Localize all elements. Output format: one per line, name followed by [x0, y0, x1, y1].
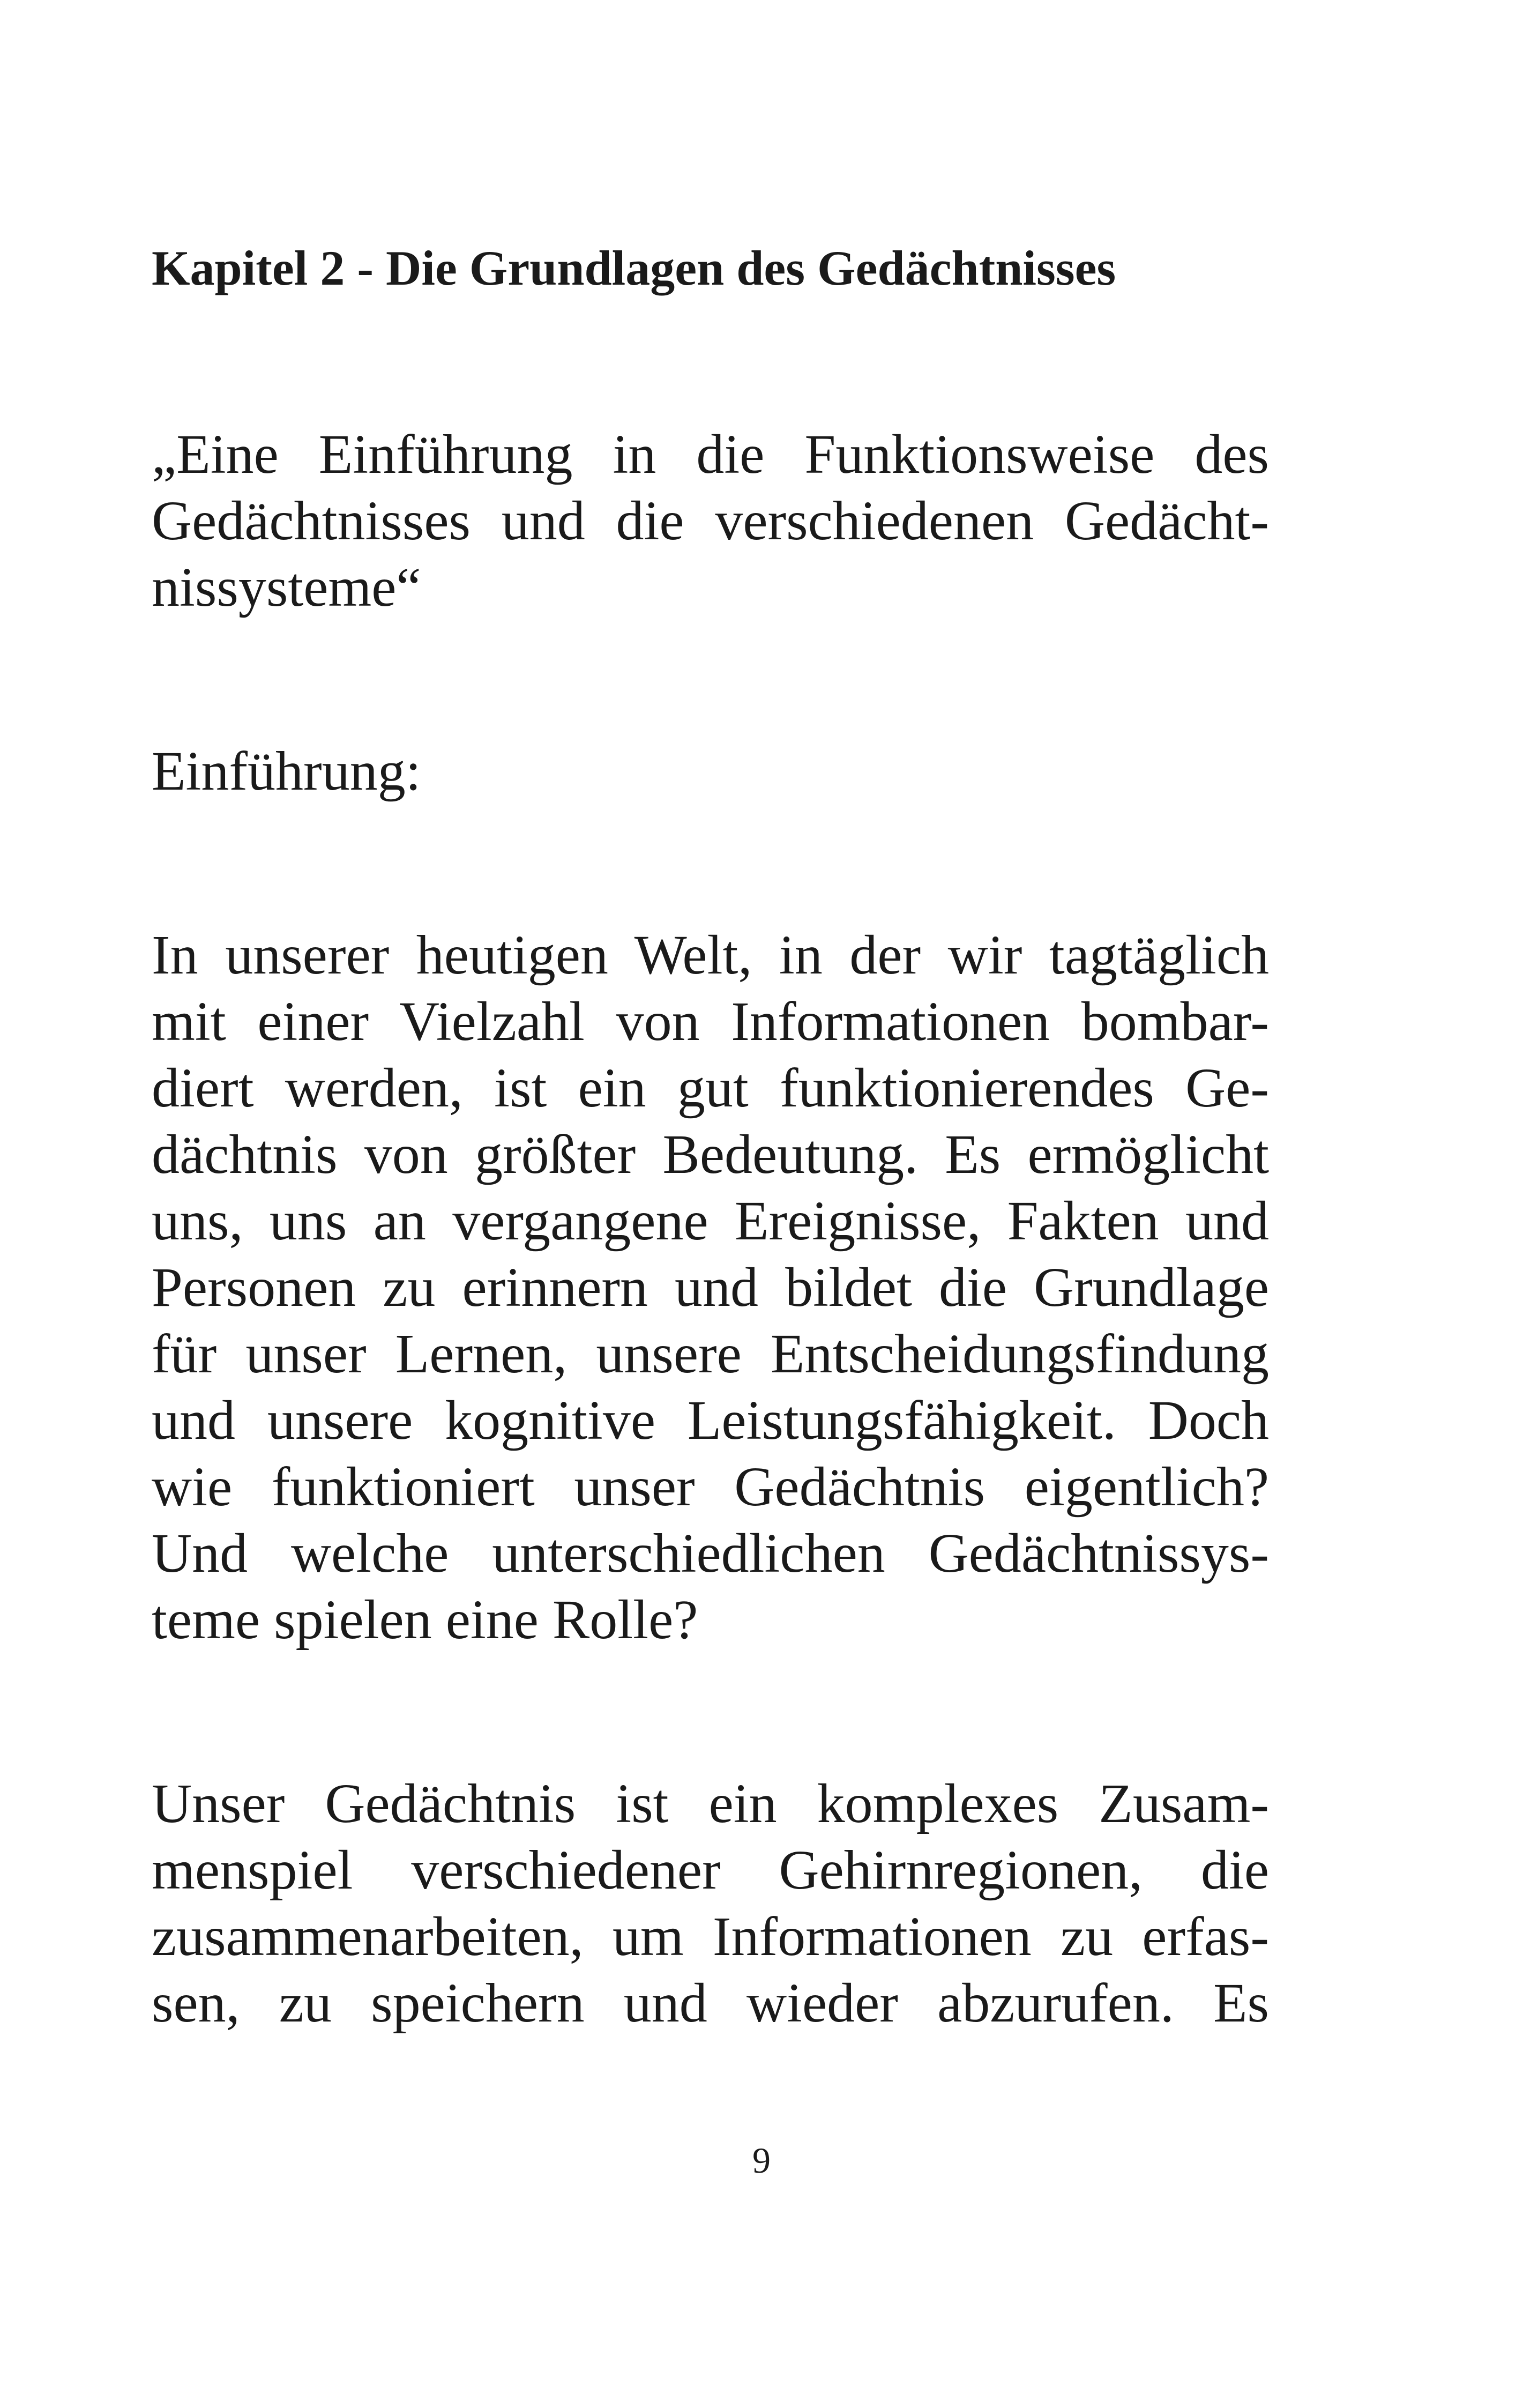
paragraph-line: wie funktioniert unser Gedächtnis eigentlich?: [152, 1456, 1269, 1518]
paragraph-line: dächtnis von größter Bedeutung. Es ermöglicht: [152, 1124, 1269, 1185]
page-number: 9: [752, 2140, 771, 2181]
paragraph-line: Und welche unterschiedlichen Gedächtnissys-: [152, 1522, 1269, 1584]
chapter-title: Kapitel 2 - Die Grundlagen des Gedächtnisses: [152, 241, 1116, 295]
paragraph-line: für unser Lernen, unsere Entscheidungsfindung: [152, 1323, 1269, 1385]
paragraph-line: menspiel verschiedener Gehirnregionen, die: [152, 1839, 1269, 1901]
paragraph-line: teme spielen eine Rolle?: [152, 1589, 698, 1651]
subtitle-line: nissysteme“: [152, 556, 421, 618]
paragraph-line: diert werden, ist ein gut funktionierendes Ge-: [152, 1057, 1269, 1119]
subtitle-line: „Eine Einführung in die Funktionsweise des: [152, 423, 1269, 485]
paragraph-line: Unser Gedächtnis ist ein komplexes Zusam-: [152, 1773, 1269, 1834]
paragraph-line: mit einer Vielzahl von Informationen bombar-: [152, 991, 1269, 1052]
subtitle-line: Gedächtnisses und die verschiedenen Gedächt-: [152, 490, 1269, 552]
paragraph-line: uns, uns an vergangene Ereignisse, Fakten und: [152, 1190, 1269, 1252]
section-label: Einführung:: [152, 740, 421, 802]
paragraph-line: und unsere kognitive Leistungsfähigkeit. Doch: [152, 1389, 1269, 1451]
paragraph-line: sen, zu speichern und wieder abzurufen. Es: [152, 1972, 1269, 2034]
paragraph-line: zusammenarbeiten, um Informationen zu erfas-: [152, 1906, 1269, 1967]
paragraph-line: Personen zu erinnern und bildet die Grundlage: [152, 1257, 1269, 1318]
paragraph-line: In unserer heutigen Welt, in der wir tagtäglich: [152, 924, 1269, 986]
